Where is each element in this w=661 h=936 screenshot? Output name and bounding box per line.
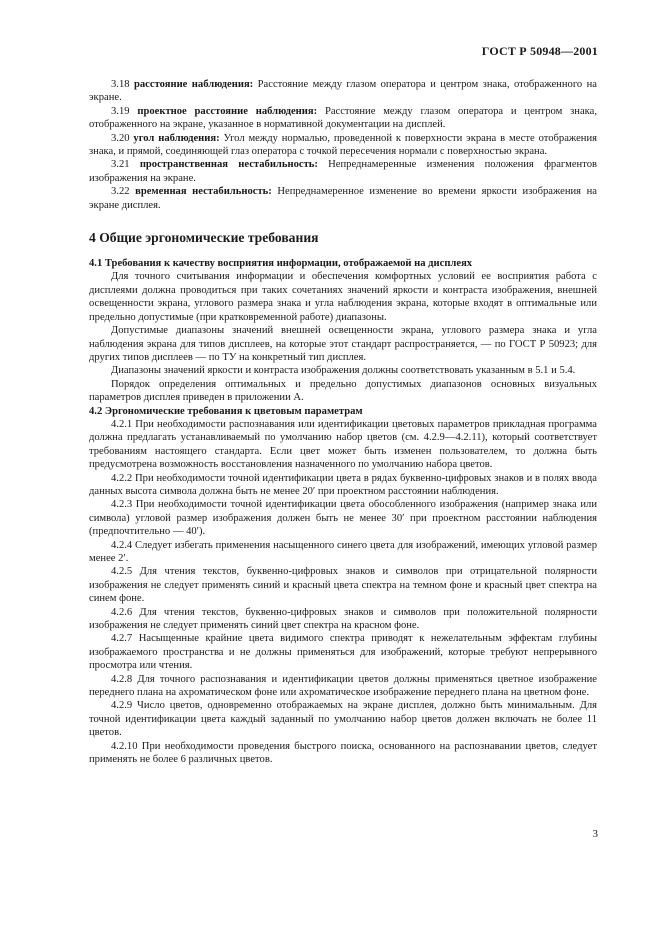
clause-4-2-1: 4.2.1 При необходимости распознавания или идентификации цветовых параметров прикладная программа должна предлагать устанавливаемый по умолчанию набор цветов (см. 4.2.9—4.2.11), который соответствует требованиям настоящего стандарта. Если цвет может быть изменен пользователем, то должна быть предусмотрена возможность восстановления назначенного по умолчанию набора цветов. <box>89 418 597 471</box>
definition-3-22 <box>89 185 597 212</box>
clause-4-2-9: 4.2.9 Число цветов, одновременно отображаемых на экране дисплея, должно быть минимальным. Для точной идентификации цвета каждый заданный по умолчанию набор цветов должен включать не более 11 цветов. <box>89 700 597 739</box>
page-content <box>89 78 597 767</box>
definition-term: расстояние наблюдения: <box>133 79 254 90</box>
definition-3-18 <box>89 78 597 105</box>
clause-4-2-7: 4.2.7 Насыщенные крайние цвета видимого спектра приводят к нежелательным эффектам глубины изображаемого пространства и не должны применяться для изображений, которые требуют непрерывного просмотра или чтения. <box>89 633 597 672</box>
definition-text: Непреднамеренное изменение во времени яркости изображения на экране дисплея. <box>89 186 597 211</box>
definition-text: Угол между нормалью, проведенной к поверхности экрана в месте отображения знака, и прямой, соединяющей глаз оператора с точкой пересечения нормали с поверхностью экрана. <box>89 132 597 158</box>
clause-4-2-6: 4.2.6 Для чтения текстов, буквенно-цифровых знаков и символов при положительной полярности изображения не следует применять синий цвет спектра на красном фоне. <box>89 606 597 632</box>
definition-3-21 <box>89 158 597 185</box>
paragraph: Диапазоны значений яркости и контраста изображения должны соответствовать указанным в 5.1 и 5.4. <box>111 365 576 377</box>
paragraph: Порядок определения оптимальных и предельно допустимых диапазонов основных визуальных параметров дисплея приведен в приложении А. <box>89 378 597 404</box>
clause-4-2-8: 4.2.8 Для точного распознавания и идентификации цветов должны применяться цветное изображение переднего плана на ахроматическом фоне или ахроматическое изображение переднего плана на цветном фоне. <box>89 673 597 699</box>
document-code-header: ГОСТ Р 50948—2001 <box>481 44 598 58</box>
clause-4-2-5: 4.2.5 Для чтения текстов, буквенно-цифровых знаков и символов при отрицательной полярности изображения не следует применять синий и красный цвета спектра на темном фоне и красный цвет спектра на синем фоне. <box>89 566 597 605</box>
clause-4-2-4: 4.2.4 Следует избегать применения насыщенного синего цвета для изображений, имеющих угловой размер менее 2′. <box>89 539 597 564</box>
clause-4-2-2: 4.2.2 При необходимости точной идентификации цвета в рядах буквенно-цифровых знаков и в полях ввода данных высота символа должна быть не менее 20′ при проектном расстоянии наблюдения. <box>89 472 597 497</box>
definition-number: 3.22 <box>111 186 130 198</box>
definition-3-19 <box>89 105 597 132</box>
definition-text: Расстояние между глазом оператора и центром знака, отображенного на экране. <box>89 79 597 104</box>
clause-4-2-10: 4.2.10 При необходимости проведения быстрого поиска, основанного на распознавании цветов, следует применять не более 6 различных цветов. <box>89 740 597 766</box>
definition-term: пространственная нестабильность: <box>139 159 318 171</box>
definition-number: 3.21 <box>111 159 130 171</box>
definition-text: Непреднамеренные изменения положения фрагментов изображения на экране. <box>89 159 597 184</box>
subsection-4-1-heading: 4.1 Требования к качеству восприятия информации, отображаемой на дисплеях <box>89 258 473 270</box>
definition-text: Расстояние между глазом оператора и центром знака, отображенного на экране, указанное в нормативной документации на дисплей. <box>89 105 597 131</box>
definition-number: 3.20 <box>111 132 130 144</box>
page-number: 3 <box>592 828 598 840</box>
definition-term: временная нестабильность: <box>135 186 272 198</box>
definition-3-20 <box>89 132 597 159</box>
paragraph: Допустимые диапазоны значений внешней освещенности экрана, углового размера знака и угла наблюдения экрана для типов дисплеев, на которые этот стандарт распространяется, — по ГОСТ Р 50923; для других типов дисплеев — по ТУ на конкретный тип дисплея. <box>89 325 597 363</box>
definition-term: проектное расстояние наблюдения: <box>137 105 318 117</box>
definition-number: 3.19 <box>111 105 130 117</box>
definition-number: 3.18 <box>111 79 130 90</box>
paragraph: Для точного считывания информации и обеспечения комфортных условий ее восприятия работа с дисплеями должна проводиться при таких сочетаниях значений яркости и контраста изображения, внешней освещенности экрана, углового размера знака и угла наблюдения экрана, которые входят в оптимальные или предельно допустимые (при кратковременной работе) диапазоны. <box>89 271 597 323</box>
definition-term: угол наблюдения: <box>133 132 220 144</box>
subsection-4-2-heading: 4.2 Эргономические требования к цветовым параметрам <box>89 405 363 417</box>
clause-4-2-3: 4.2.3 При необходимости точной идентификации цвета обособленного изображения (например знака или символа) угловой размер изображения должен быть не менее 30′ при проектном расстоянии наблюдения (предпочтительно — 40′). <box>89 499 597 538</box>
section-4-heading: 4 Общие эргономические требования <box>89 230 319 246</box>
